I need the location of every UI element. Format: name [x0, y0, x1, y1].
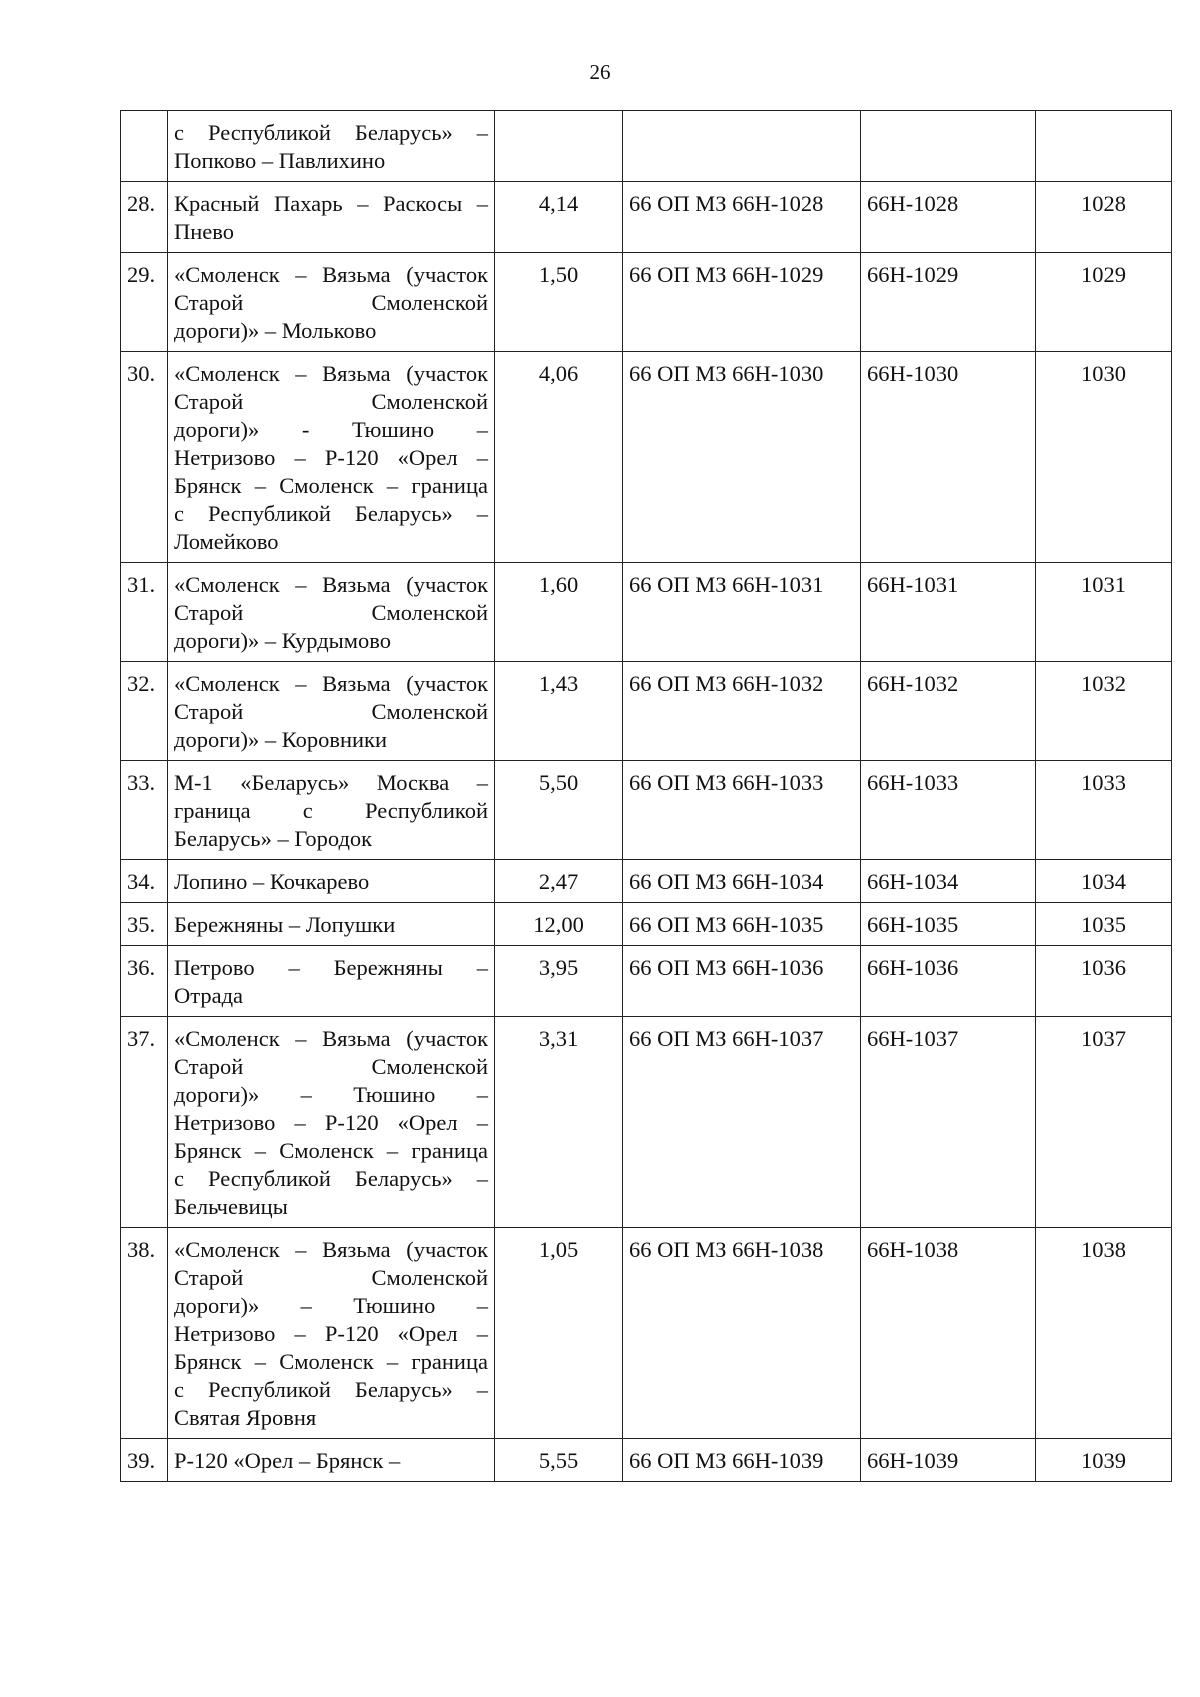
road-name-line: с Республикой Беларусь» – [174, 1377, 488, 1402]
road-id [623, 111, 861, 182]
road-registry-number: 1033 [1036, 761, 1172, 860]
road-registry-number: 1028 [1036, 182, 1172, 253]
road-code: 66Н-1030 [861, 352, 1036, 563]
road-name-line: Старой Смоленской [174, 1265, 488, 1290]
road-name-line: Пнево [174, 219, 234, 244]
road-name-line: с Республикой Беларусь» – [174, 501, 488, 526]
road-code [861, 111, 1036, 182]
road-code: 66Н-1029 [861, 253, 1036, 352]
road-name-line: дороги)» – Курдымово [174, 628, 392, 653]
road-name-line: «Смоленск – Вязьма (участок [174, 572, 488, 597]
road-length [495, 111, 623, 182]
road-code: 66Н-1031 [861, 563, 1036, 662]
road-name-line: Старой Смоленской [174, 699, 488, 724]
road-code: 66Н-1033 [861, 761, 1036, 860]
road-code: 66Н-1038 [861, 1228, 1036, 1439]
road-registry-number: 1032 [1036, 662, 1172, 761]
road-name-line: Брянск – Смоленск – граница [174, 1138, 488, 1163]
road-id: 66 ОП МЗ 66Н-1036 [623, 946, 861, 1017]
road-id: 66 ОП МЗ 66Н-1034 [623, 860, 861, 903]
road-name-line: Отрада [174, 983, 244, 1008]
road-id: 66 ОП МЗ 66Н-1038 [623, 1228, 861, 1439]
road-name-line: дороги)» – Тюшино – [174, 1082, 488, 1107]
road-registry-number: 1031 [1036, 563, 1172, 662]
row-number: 34. [121, 860, 168, 903]
road-name-line: Нетризово – Р-120 «Орел – [174, 445, 488, 470]
table-row [121, 860, 1172, 903]
road-id: 66 ОП МЗ 66Н-1029 [623, 253, 861, 352]
road-name-line: Бережняны – Лопушки [174, 912, 396, 937]
road-name-line: Ломейково [174, 529, 279, 554]
road-code: 66Н-1037 [861, 1017, 1036, 1228]
road-length: 1,50 [495, 253, 623, 352]
road-id: 66 ОП МЗ 66Н-1032 [623, 662, 861, 761]
table-row [121, 182, 1172, 253]
road-length: 5,50 [495, 761, 623, 860]
row-number: 29. [121, 253, 168, 352]
road-name-line: Брянск – Смоленск – граница [174, 1349, 488, 1374]
roads-table-body [121, 111, 1172, 1482]
road-name-line: Старой Смоленской [174, 600, 488, 625]
road-name-line: Старой Смоленской [174, 290, 488, 315]
table-row [121, 1439, 1172, 1482]
road-length: 12,00 [495, 903, 623, 946]
road-name-line: дороги)» – Коровники [174, 727, 388, 752]
road-name-line: Красный Пахарь – Раскосы – [174, 191, 488, 216]
road-length: 1,05 [495, 1228, 623, 1439]
road-name-line: «Смоленск – Вязьма (участок [174, 361, 488, 386]
road-registry-number: 1038 [1036, 1228, 1172, 1439]
road-name-line: Беларусь» – Городок [174, 826, 373, 851]
road-name-line: Бельчевицы [174, 1194, 288, 1219]
road-name [168, 903, 495, 946]
road-registry-number: 1034 [1036, 860, 1172, 903]
road-name [168, 253, 495, 352]
table-row [121, 1228, 1172, 1439]
road-name [168, 1017, 495, 1228]
row-number: 33. [121, 761, 168, 860]
row-number: 38. [121, 1228, 168, 1439]
row-number: 39. [121, 1439, 168, 1482]
road-name [168, 1228, 495, 1439]
page-number: 26 [589, 60, 611, 84]
road-registry-number: 1036 [1036, 946, 1172, 1017]
road-name [168, 662, 495, 761]
road-id: 66 ОП МЗ 66Н-1031 [623, 563, 861, 662]
road-registry-number: 1029 [1036, 253, 1172, 352]
row-number: 36. [121, 946, 168, 1017]
road-name-line: Нетризово – Р-120 «Орел – [174, 1110, 488, 1135]
road-name-line: с Республикой Беларусь» – [174, 120, 488, 145]
road-length: 2,47 [495, 860, 623, 903]
table-row [121, 253, 1172, 352]
road-name [168, 946, 495, 1017]
table-row [121, 1017, 1172, 1228]
road-id: 66 ОП МЗ 66Н-1030 [623, 352, 861, 563]
roads-table [120, 110, 1172, 1482]
road-name [168, 111, 495, 182]
road-code: 66Н-1032 [861, 662, 1036, 761]
road-name-line: Старой Смоленской [174, 389, 488, 414]
road-name-line: Брянск – Смоленск – граница [174, 473, 488, 498]
road-name [168, 761, 495, 860]
table-row [121, 662, 1172, 761]
road-name-line: Нетризово – Р-120 «Орел – [174, 1321, 488, 1346]
road-registry-number: 1037 [1036, 1017, 1172, 1228]
road-code: 66Н-1035 [861, 903, 1036, 946]
road-name-line: Святая Яровня [174, 1405, 317, 1430]
road-name-line: М-1 «Беларусь» Москва – [174, 770, 488, 795]
road-name [168, 182, 495, 253]
table-row [121, 352, 1172, 563]
road-length: 5,55 [495, 1439, 623, 1482]
road-code: 66Н-1034 [861, 860, 1036, 903]
road-name-line: «Смоленск – Вязьма (участок [174, 1026, 488, 1051]
table-row [121, 761, 1172, 860]
road-registry-number [1036, 111, 1172, 182]
road-code: 66Н-1039 [861, 1439, 1036, 1482]
road-registry-number: 1030 [1036, 352, 1172, 563]
road-name [168, 860, 495, 903]
table-row [121, 111, 1172, 182]
row-number [121, 111, 168, 182]
table-row [121, 563, 1172, 662]
road-name-line: Петрово – Бережняны – [174, 955, 488, 980]
row-number: 32. [121, 662, 168, 761]
road-length: 3,31 [495, 1017, 623, 1228]
road-code: 66Н-1028 [861, 182, 1036, 253]
table-row [121, 903, 1172, 946]
road-name-line: граница с Республикой [174, 798, 488, 823]
road-name-line: Р-120 «Орел – Брянск – [174, 1448, 401, 1473]
road-length: 4,06 [495, 352, 623, 563]
road-name-line: дороги)» – Мольково [174, 318, 377, 343]
road-registry-number: 1035 [1036, 903, 1172, 946]
row-number: 28. [121, 182, 168, 253]
road-length: 1,43 [495, 662, 623, 761]
road-name-line: Старой Смоленской [174, 1054, 488, 1079]
road-name [168, 352, 495, 563]
road-name [168, 563, 495, 662]
row-number: 35. [121, 903, 168, 946]
road-code: 66Н-1036 [861, 946, 1036, 1017]
road-name-line: «Смоленск – Вязьма (участок [174, 262, 488, 287]
road-length: 3,95 [495, 946, 623, 1017]
road-name-line: дороги)» – Тюшино – [174, 1293, 488, 1318]
table-row [121, 946, 1172, 1017]
road-name [168, 1439, 495, 1482]
road-id: 66 ОП МЗ 66Н-1033 [623, 761, 861, 860]
road-name-line: Попково – Павлихино [174, 148, 386, 173]
road-name-line: «Смоленск – Вязьма (участок [174, 671, 488, 696]
road-name-line: дороги)» - Тюшино – [174, 417, 488, 442]
road-name-line: с Республикой Беларусь» – [174, 1166, 488, 1191]
road-registry-number: 1039 [1036, 1439, 1172, 1482]
road-id: 66 ОП МЗ 66Н-1035 [623, 903, 861, 946]
road-name-line: «Смоленск – Вязьма (участок [174, 1237, 488, 1262]
road-name-line: Лопино – Кочкарево [174, 869, 370, 894]
row-number: 30. [121, 352, 168, 563]
road-id: 66 ОП МЗ 66Н-1039 [623, 1439, 861, 1482]
row-number: 31. [121, 563, 168, 662]
road-id: 66 ОП МЗ 66Н-1037 [623, 1017, 861, 1228]
road-length: 1,60 [495, 563, 623, 662]
row-number: 37. [121, 1017, 168, 1228]
road-id: 66 ОП МЗ 66Н-1028 [623, 182, 861, 253]
road-length: 4,14 [495, 182, 623, 253]
